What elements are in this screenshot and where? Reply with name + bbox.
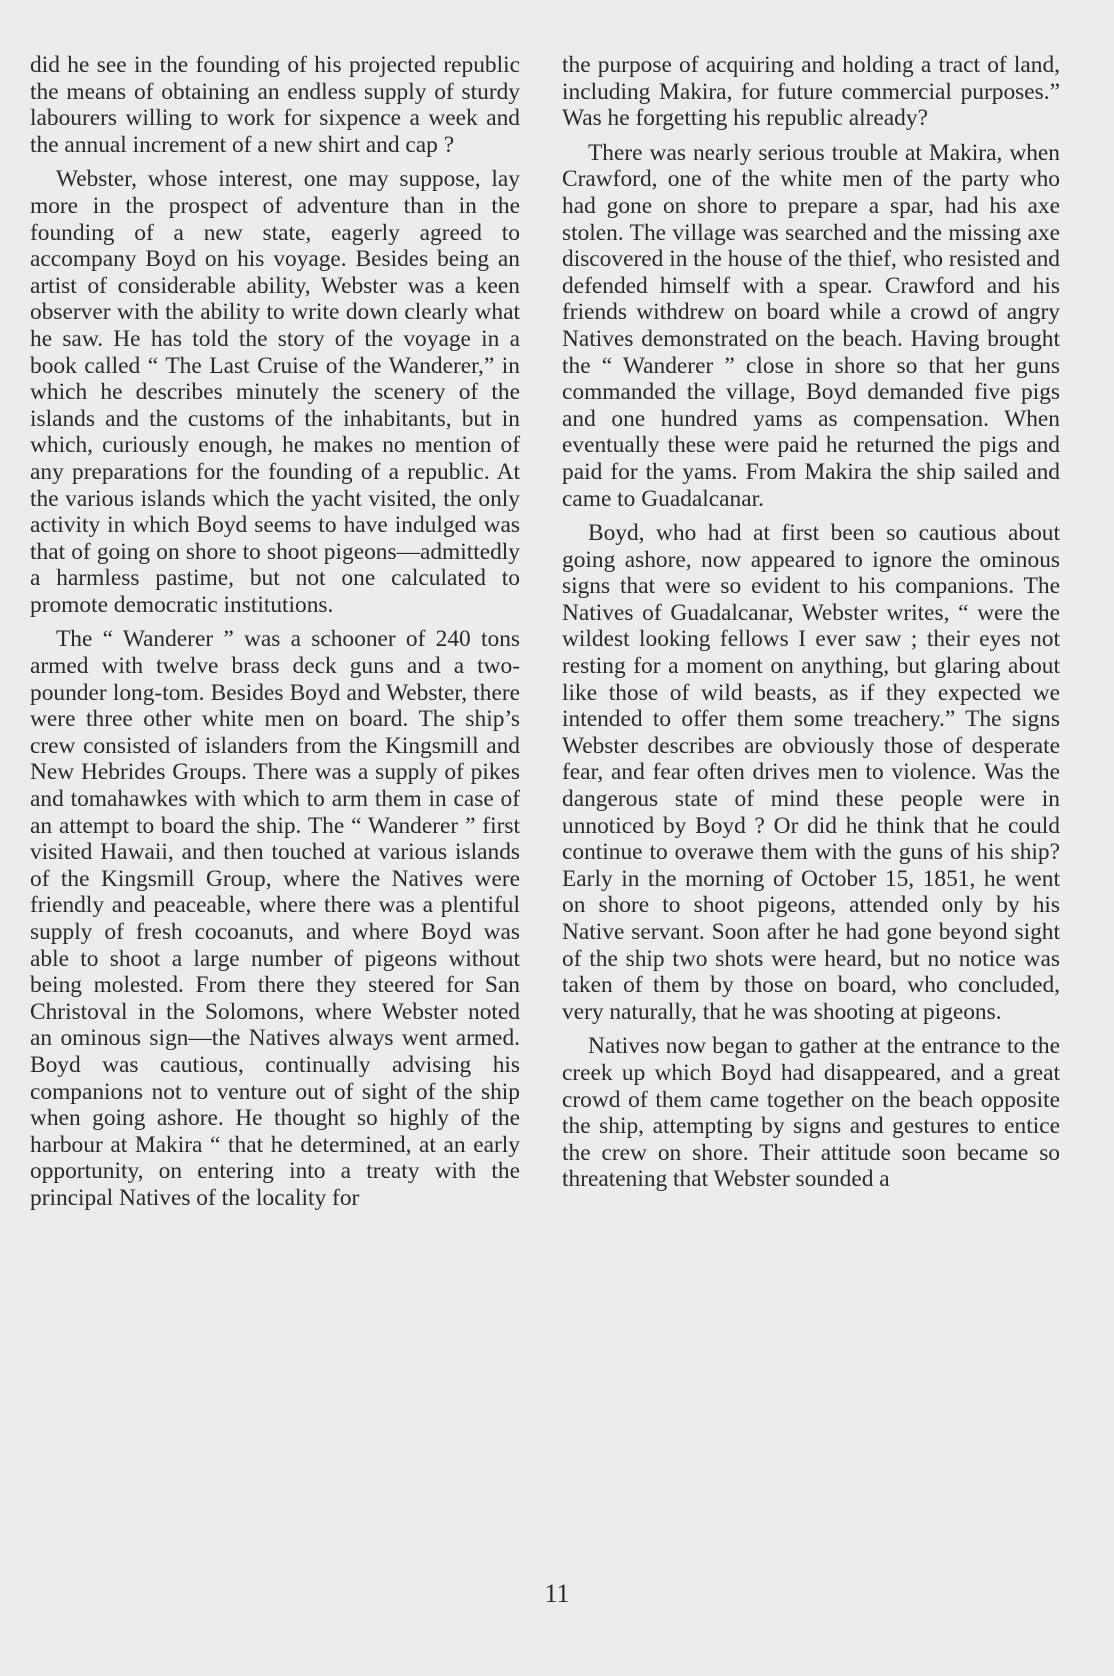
page-number: 11 — [544, 1579, 570, 1608]
paragraph: Boyd, who had at first been so cautious about going ashore, now appeared to ignore the ominous signs that were so evident to his companions. The Natives of Guadalcanar, Webster writes, “ were the wildest looking fellows I ever saw ; their eyes not resting for a moment on anything, but glaring about like those of wild beasts, as if they expected we intended to offer them some treachery.” The signs Webster describes are obviously those of desperate fear, and fear often drives men to violence. Was the dangerous state of mind these people were in unnoticed by Boyd ? Or did he think that he could continue to overawe them with the guns of his ship? Early in the morning of October 15, 1851, he went on shore to shoot pigeons, attended only by his Native servant. Soon after he had gone beyond sight of the ship two shots were heard, but no notice was taken of them by those on board, who concluded, very naturally, that he was shooting at pigeons. — [562, 520, 1060, 1025]
paragraph: did he see in the founding of his projected republic the means of obtaining an endless supply of sturdy labourers willing to work for sixpence a week and the annual increment of a new shirt and cap ? — [30, 52, 520, 158]
paragraph: Webster, whose interest, one may suppose, lay more in the prospect of adventure than in the founding of a new state, eagerly agreed to accompany Boyd on his voyage. Besides being an artist of considerable ability, Webster was a keen observer with the ability to write down clearly what he saw. He has told the story of the voyage in a book called “ The Last Cruise of the Wanderer,” in which he describes minutely the scenery of the islands and the customs of the inhabitants, but in which, curiously enough, he makes no mention of any preparations for the founding of a republic. At the various islands which the yacht visited, the only activity in which Boyd seems to have indulged was that of going on shore to shoot pigeons—admittedly a harmless pastime, but not one calculated to promote democratic institutions. — [30, 166, 520, 618]
right-column — [562, 52, 1060, 1193]
paragraph: the purpose of acquiring and holding a tract of land, including Makira, for future commercial purposes.” Was he forgetting his republic already? — [562, 52, 1060, 132]
paragraph: The “ Wanderer ” was a schooner of 240 tons armed with twelve brass deck guns and a two-pounder long-tom. Besides Boyd and Webster, there were three other white men on board. The ship’s crew consisted of islanders from the Kingsmill and New Hebrides Groups. There was a supply of pikes and tomahawkes with which to arm them in case of an attempt to board the ship. The “ Wanderer ” first visited Hawaii, and then touched at various islands of the Kingsmill Group, where the Natives were friendly and peaceable, where there was a plentiful supply of fresh cocoanuts, and where Boyd was able to shoot a large number of pigeons without being molested. From there they steered for San Christoval in the Solomons, where Webster noted an ominous sign—the Natives always went armed. Boyd was cautious, continually advising his companions not to venture out of sight of the ship when going ashore. He thought so highly of the harbour at Makira “ that he determined, at an early opportunity, on entering into a treaty with the principal Natives of the locality for — [30, 626, 520, 1211]
paragraph: There was nearly serious trouble at Makira, when Crawford, one of the white men of the party who had gone on shore to prepare a spar, had his axe stolen. The village was searched and the missing axe discovered in the house of the thief, who resisted and defended himself with a spear. Crawford and his friends withdrew on board while a crowd of angry Natives demonstrated on the beach. Having brought the “ Wanderer ” close in shore so that her guns commanded the village, Boyd demanded five pigs and one hundred yams as compensation. When eventually these were paid he returned the pigs and paid for the yams. From Makira the ship sailed and came to Guadalcanar. — [562, 139, 1060, 512]
left-column — [30, 52, 520, 1212]
paragraph: Natives now began to gather at the entrance to the creek up which Boyd had disappeared, and a great crowd of them came together on the beach opposite the ship, attempting by signs and gestures to entice the crew on shore. Their attitude soon became so threatening that Webster sounded a — [562, 1033, 1060, 1193]
